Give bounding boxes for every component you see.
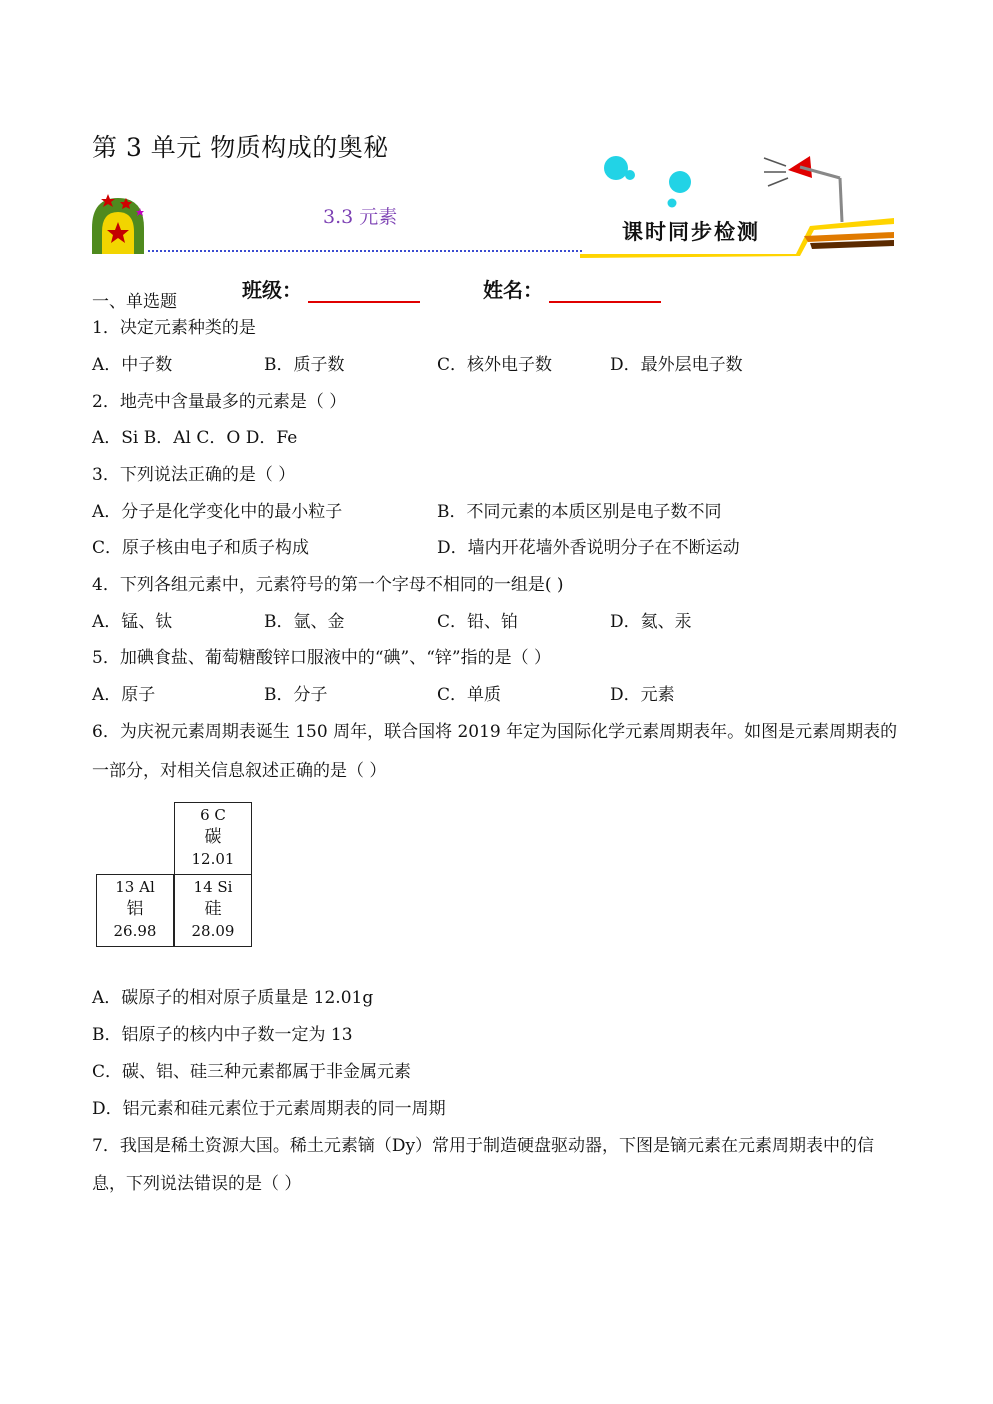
badge-title: 课时同步检测 <box>622 219 760 244</box>
q1-option-b: B．质子数 <box>264 355 345 375</box>
silicon-mass: 28.09 <box>191 921 235 940</box>
carbon-name: 碳 <box>204 827 222 847</box>
name-field[interactable] <box>483 274 661 303</box>
q3-option-c: C．原子核由电子和质子构成 <box>92 538 310 558</box>
name-label: 姓名： <box>483 278 543 302</box>
silicon-number-symbol: 14 Si <box>193 877 233 896</box>
question-4-stem: 4．下列各组元素中，元素符号的第一个字母不相同的一组是( ) <box>92 575 564 595</box>
q3-option-a: A．分子是化学变化中的最小粒子 <box>92 502 343 522</box>
carbon-mass: 12.01 <box>191 850 235 868</box>
unit-title: 第 3 单元 物质构成的奥秘 <box>92 133 389 162</box>
q4-option-a: A．锰、钛 <box>92 612 173 632</box>
class-field[interactable] <box>242 274 420 303</box>
aluminum-mass: 26.98 <box>113 921 157 940</box>
q5-option-b: B．分子 <box>264 685 328 705</box>
element-cell-carbon <box>174 802 252 875</box>
desk-lamp-icon <box>764 156 842 222</box>
question-5-stem: 5．加碘食盐、葡萄糖酸锌口服液中的“碘”、“锌”指的是（ ） <box>92 648 551 668</box>
q6-option-a: A．碳原子的相对原子质量是 12.01g <box>92 988 374 1008</box>
aluminum-number-symbol: 13 Al <box>115 877 155 896</box>
periodic-table-excerpt <box>96 802 254 950</box>
bubbles-icon <box>604 156 691 208</box>
q4-option-d: D．氦、汞 <box>610 612 692 632</box>
section-heading: 一、单选题 <box>92 292 177 312</box>
q1-option-c: C．核外电子数 <box>437 355 553 375</box>
q5-option-c: C．单质 <box>437 685 502 705</box>
header-banner <box>88 150 898 260</box>
q6-option-d: D．铝元素和硅元素位于元素周期表的同一周期 <box>92 1099 446 1119</box>
question-7-stem: 7．我国是稀土资源大国。稀土元素镝（Dy）常用于制造硬盘驱动器，下图是镝元素在元素周期表中的信 <box>92 1136 875 1156</box>
element-cell-aluminum <box>96 874 174 947</box>
q6-option-b: B．铝原子的核内中子数一定为 13 <box>92 1025 353 1045</box>
q2-options: A．Si B．Al C．O D．Fe <box>92 428 298 448</box>
question-1-stem: 1．决定元素种类的是 <box>92 318 256 338</box>
q5-option-d: D．元素 <box>610 685 675 705</box>
question-2-stem: 2．地壳中含量最多的元素是（ ） <box>92 392 347 412</box>
q1-option-d: D．最外层电子数 <box>610 355 743 375</box>
question-6-stem: 6．为庆祝元素周期表诞生 150 周年，联合国将 2019 年定为国际化学元素周期表年。如图是元素周期表的 <box>92 722 898 742</box>
q3-option-d: D．墙内开花墙外香说明分子在不断运动 <box>437 538 740 558</box>
q3-option-b: B．不同元素的本质区别是电子数不同 <box>437 502 722 522</box>
section-title: 3.3 元素 <box>323 206 398 228</box>
question-3-stem: 3．下列说法正确的是（ ） <box>92 465 296 485</box>
silicon-name: 硅 <box>204 898 222 919</box>
question-6-stem-continued: 一部分，对相关信息叙述正确的是（ ） <box>92 761 387 781</box>
aluminum-name: 铝 <box>126 898 144 919</box>
question-7-stem-continued: 息，下列说法错误的是（ ） <box>92 1174 302 1194</box>
q4-option-b: B．氩、金 <box>264 612 345 632</box>
q5-option-a: A．原子 <box>92 685 156 705</box>
class-label: 班级： <box>242 278 302 302</box>
class-blank[interactable] <box>308 279 420 303</box>
star-arch-icon <box>92 194 144 254</box>
carbon-number-symbol: 6 C <box>200 806 226 824</box>
element-cell-silicon <box>174 874 252 947</box>
q4-option-c: C．铅、铂 <box>437 612 519 632</box>
q6-option-c: C．碳、铝、硅三种元素都属于非金属元素 <box>92 1062 412 1082</box>
name-blank[interactable] <box>549 279 661 303</box>
q1-option-a: A．中子数 <box>92 355 173 375</box>
